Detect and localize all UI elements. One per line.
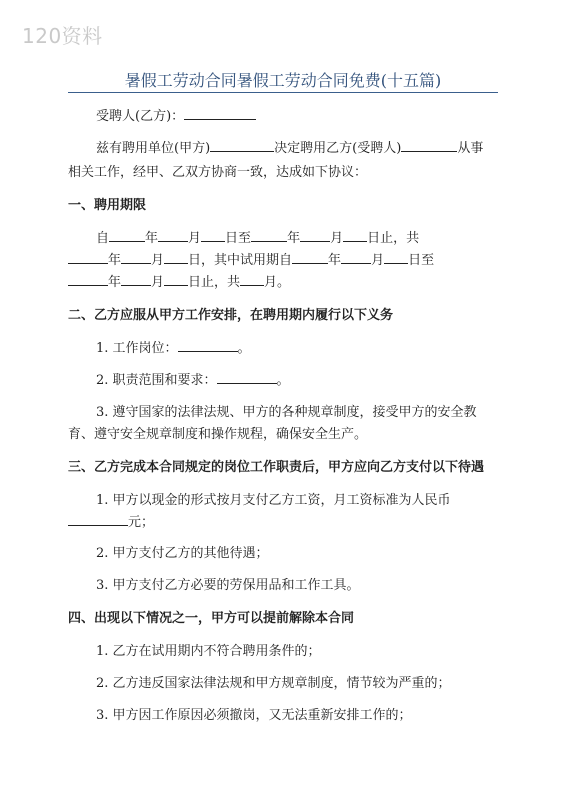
blank xyxy=(292,249,328,264)
intro-part1: 兹有聘用单位(甲方) xyxy=(96,141,211,156)
term-text: 日止，共 xyxy=(367,231,420,246)
section-2-heading: 二、乙方应服从甲方工作安排，在聘用期内履行以下义务 xyxy=(68,308,394,323)
intro-part2: 决定聘用乙方(受聘人) xyxy=(274,141,402,156)
pay-text: 元； xyxy=(128,515,155,530)
term-text: 月。 xyxy=(264,275,291,290)
position-blank xyxy=(178,337,238,352)
intro-line-2: 相关工作，经甲、乙双方协商一致，达成如下协议： xyxy=(68,165,368,180)
termination-item-3: 3. 甲方因工作原因必须撤岗，又无法重新安排工作的； xyxy=(96,708,412,723)
term-text: 年 xyxy=(287,231,301,246)
section-1-heading: 一、聘用期限 xyxy=(68,198,147,213)
employee-line xyxy=(96,104,500,129)
duty-text: 1. 工作岗位： xyxy=(96,341,178,356)
document-title: 暑假工劳动合同暑假工劳动合同免费(十五篇) xyxy=(124,71,442,90)
blank xyxy=(121,271,151,286)
term-text: 年 xyxy=(145,231,159,246)
termination-item-1: 1. 乙方在试用期内不符合聘用条件的； xyxy=(96,644,321,659)
employee-blank xyxy=(184,105,256,120)
section-4-heading: 四、出现以下情况之一，甲方可以提前解除本合同 xyxy=(68,611,355,626)
blank xyxy=(164,271,188,286)
blank xyxy=(121,249,151,264)
blank xyxy=(300,227,330,242)
salary-blank xyxy=(68,511,128,526)
job-blank xyxy=(401,137,457,152)
section-3-heading: 三、乙方完成本合同规定的岗位工作职责后，甲方应向乙方支付以下待遇 xyxy=(68,460,485,475)
blank xyxy=(341,249,371,264)
term-text: 月 xyxy=(330,231,344,246)
term-text: 月 xyxy=(151,275,165,290)
intro-line-1 xyxy=(96,136,500,161)
employee-label: 受聘人(乙方)： xyxy=(96,109,185,124)
blank xyxy=(68,249,108,264)
term-text: 日至 xyxy=(225,231,252,246)
blank xyxy=(201,227,225,242)
term-text: 日至 xyxy=(408,253,435,268)
term-text: 月 xyxy=(151,253,165,268)
blank xyxy=(68,271,108,286)
blank xyxy=(109,227,145,242)
pay-item-1-line-2 xyxy=(68,510,500,535)
blank xyxy=(240,271,264,286)
termination-item-2: 2. 乙方违反国家法律法规和甲方规章制度，情节较为严重的； xyxy=(96,676,451,691)
term-text: 日止，共 xyxy=(188,275,241,290)
watermark-logo: 120资料 xyxy=(22,24,103,48)
term-text: 年 xyxy=(108,275,122,290)
term-text: 月 xyxy=(188,231,202,246)
duty-item-3-line-1: 3. 遵守国家的法律法规、甲方的各种规章制度，接受甲方的安全教 xyxy=(96,405,477,420)
duty-text: 。 xyxy=(276,373,290,388)
title-divider xyxy=(68,92,498,93)
pay-item-2: 2. 甲方支付乙方的其他待遇； xyxy=(96,546,269,561)
duty-item-2 xyxy=(96,368,500,393)
blank xyxy=(158,227,188,242)
scope-blank xyxy=(217,369,277,384)
term-text: 自 xyxy=(96,231,110,246)
blank xyxy=(343,227,367,242)
duty-text: 。 xyxy=(237,341,251,356)
term-text: 日，其中试用期自 xyxy=(188,253,293,268)
blank xyxy=(251,227,287,242)
term-line-3 xyxy=(68,270,500,295)
pay-item-1-line-1: 1. 甲方以现金的形式按月支付乙方工资，月工资标准为人民币 xyxy=(96,493,451,508)
duty-text: 2. 职责范围和要求： xyxy=(96,373,217,388)
blank xyxy=(384,249,408,264)
duty-item-1 xyxy=(96,336,500,361)
employer-blank xyxy=(210,137,274,152)
blank xyxy=(164,249,188,264)
pay-item-3: 3. 甲方支付乙方必要的劳保用品和工作工具。 xyxy=(96,578,360,593)
term-text: 年 xyxy=(328,253,342,268)
intro-part3: 从事 xyxy=(457,141,484,156)
term-text: 月 xyxy=(371,253,385,268)
duty-item-3-line-2: 育、遵守安全规章制度和操作规程，确保安全生产。 xyxy=(68,427,368,442)
term-text: 年 xyxy=(108,253,122,268)
